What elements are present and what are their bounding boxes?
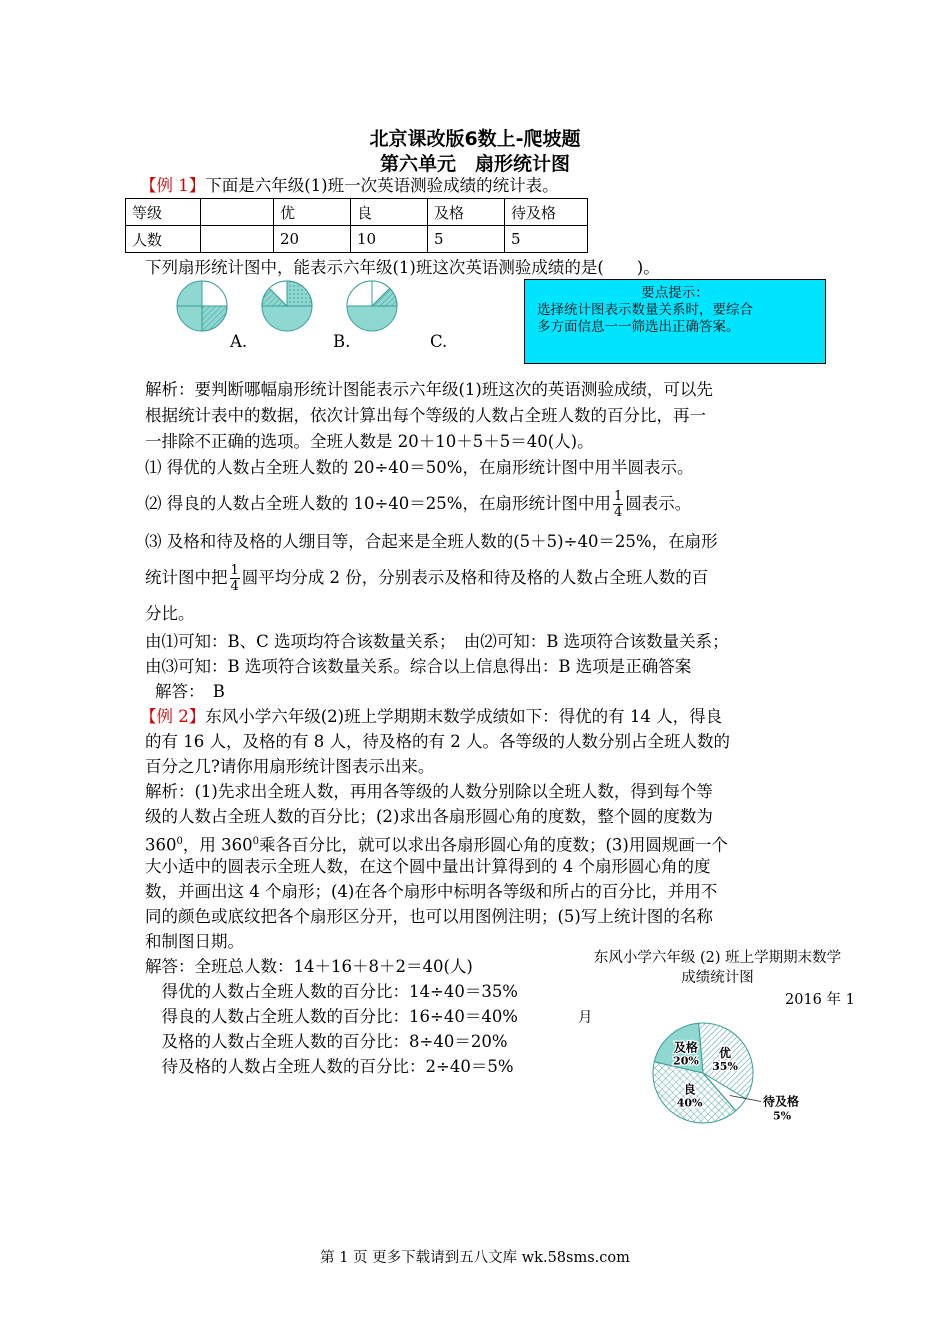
chart-subtitle: 成绩统计图 bbox=[681, 970, 754, 986]
step3-text: 统计图中把 bbox=[145, 568, 228, 587]
table-cell bbox=[201, 199, 274, 226]
hint-box bbox=[524, 279, 826, 364]
analysis-step3-line3: 分比。 bbox=[145, 604, 195, 623]
example1-question bbox=[140, 174, 559, 198]
option-label-b: B. bbox=[333, 332, 351, 351]
pie-label: 及格 bbox=[673, 1040, 698, 1055]
analysis-step3-line2 bbox=[145, 562, 708, 594]
example1-answer: 解答： B bbox=[155, 682, 225, 701]
page-subtitle: 第六单元 扇形统计图 bbox=[379, 153, 570, 175]
pie-option-a bbox=[177, 281, 227, 331]
example2-analysis-line: 级的人数占全班人数的百分比；(2)求出各扇形圆心角的度数，整个圆的度数为 bbox=[145, 807, 713, 826]
step2-text: ⑵ 得良的人数占全班人数的 10÷40＝25%，在扇形统计图中用 bbox=[145, 494, 611, 513]
pie-label: 良 bbox=[683, 1082, 696, 1097]
step3-text-end: 圆平均分成 2 份，分别表示及格和待及格的人数占全班人数的百 bbox=[241, 568, 709, 587]
example1-prompt: 下列扇形统计图中，能表示六年级(1)班这次英语测验成绩的是( )。 bbox=[145, 258, 660, 277]
example2-answer-line: 得良的人数占全班人数的百分比：16÷40＝40% bbox=[145, 1007, 518, 1026]
example2-answer-line: 得优的人数占全班人数的百分比：14÷40＝35% bbox=[145, 982, 518, 1001]
pie-value-label: 5% bbox=[773, 1109, 792, 1123]
fraction-quarter bbox=[613, 489, 623, 520]
fraction-denominator: 4 bbox=[613, 505, 623, 520]
example1-tag: 【例 1】 bbox=[140, 176, 206, 195]
example2-answer-line: 待及格的人数占全班人数的百分比：2÷40＝5% bbox=[145, 1057, 514, 1076]
analysis-text: ，用 360 bbox=[182, 835, 253, 855]
pie-options-image bbox=[172, 276, 412, 336]
example1-question-text: 下面是六年级(1)班一次英语测验成绩的统计表。 bbox=[205, 176, 559, 195]
degree-sup: 0 bbox=[252, 836, 259, 847]
table-cell: 及格 bbox=[428, 199, 505, 226]
score-table bbox=[125, 198, 588, 253]
hint-title: 要点提示： bbox=[641, 285, 709, 301]
conclusion-line: 由⑴可知：B、C 选项均符合该数量关系； 由⑵可知：B 选项符合该数量关系； bbox=[145, 632, 729, 651]
fraction-numerator: 1 bbox=[613, 489, 623, 504]
page-footer: 第 1 页 更多下载请到五八文库 wk.58sms.com bbox=[320, 1250, 630, 1266]
table-cell: 5 bbox=[428, 226, 505, 253]
table-cell: 等级 bbox=[126, 199, 201, 226]
hint-line: 多方面信息一一筛选出正确答案。 bbox=[537, 319, 740, 335]
pie-chart bbox=[648, 1018, 818, 1128]
conclusion-line: 由⑶可知：B 选项符合该数量关系。综合以上信息得出：B 选项是正确答案 bbox=[145, 657, 692, 676]
table-cell bbox=[201, 226, 274, 253]
analysis-line: 一排除不正确的选项。全班人数是 20＋10＋5＋5＝40(人)。 bbox=[145, 432, 594, 451]
example2-answer-line: 解答：全班总人数：14＋16＋8＋2＝40(人) bbox=[145, 957, 473, 976]
table-cell: 5 bbox=[505, 226, 588, 253]
table-row bbox=[126, 226, 588, 253]
page-title: 北京课改版6数上-爬坡题 bbox=[369, 128, 581, 150]
pie-value-label: 20% bbox=[673, 1054, 699, 1068]
pie-option-b bbox=[262, 281, 312, 331]
table-cell: 10 bbox=[351, 226, 428, 253]
fraction-numerator: 1 bbox=[230, 563, 239, 578]
option-label-a: A. bbox=[230, 332, 248, 351]
chart-date: 2016 年 1 bbox=[785, 992, 855, 1008]
fraction-denominator: 4 bbox=[230, 579, 239, 594]
table-row bbox=[126, 199, 588, 226]
example2-analysis-line: 解析：(1)先求出全班人数，再用各等级的人数分别除以全班人数，得到每个等 bbox=[145, 782, 713, 801]
analysis-step3-line1: ⑶ 及格和待及格的人绷目等，合起来是全班人数的(5＋5)÷40＝25%，在扇形 bbox=[145, 532, 718, 551]
table-cell: 优 bbox=[274, 199, 351, 226]
example2-question-line: 百分之几?请你用扇形统计图表示出来。 bbox=[145, 757, 435, 776]
example2-answer-line: 及格的人数占全班人数的百分比：8÷40＝20% bbox=[145, 1032, 508, 1051]
fraction-quarter bbox=[230, 563, 240, 594]
analysis-step2 bbox=[145, 488, 691, 520]
example2-question-line: 的有 16 人，及格的有 8 人，待及格的有 2 人。各等级的人数分别占全班人数的 bbox=[145, 732, 730, 751]
chart-date-end: 月 bbox=[578, 1010, 593, 1026]
pie-value-label: 40% bbox=[676, 1096, 703, 1110]
example2-question-text: 东风小学六年级(2)班上学期期末数学成绩如下：得优的有 14 人，得良 bbox=[205, 707, 723, 726]
analysis-text: 360 bbox=[145, 835, 177, 855]
example2-analysis-line: 和制图日期。 bbox=[145, 932, 244, 951]
table-cell: 良 bbox=[351, 199, 428, 226]
analysis-text: 乘各百分比，就可以求出各扇形圆心角的度数；(3)用圆规画一个 bbox=[259, 835, 728, 855]
example2-analysis-line bbox=[145, 830, 728, 858]
example2-analysis-line: 同的颜色或底纹把各个扇形区分开，也可以用图例注明；(5)写上统计图的名称 bbox=[145, 907, 713, 926]
pie-value-label: 35% bbox=[712, 1060, 738, 1074]
hint-line: 选择统计图表示数量关系时，要综合 bbox=[537, 302, 753, 318]
analysis-line: 解析：要判断哪幅扇形统计图能表示六年级(1)班这次的英语测验成绩，可以先 bbox=[145, 380, 713, 399]
table-cell: 人数 bbox=[126, 226, 201, 253]
table-cell: 待及格 bbox=[505, 199, 588, 226]
option-label-c: C. bbox=[430, 332, 448, 351]
analysis-step1: ⑴ 得优的人数占全班人数的 20÷40＝50%，在扇形统计图中用半圆表示。 bbox=[145, 458, 694, 477]
pie-option-c bbox=[347, 281, 397, 331]
table-cell: 20 bbox=[274, 226, 351, 253]
degree-sup: 0 bbox=[176, 836, 183, 847]
step2-text-end: 圆表示。 bbox=[625, 494, 692, 513]
example2-analysis-line: 大小适中的圆表示全班人数，在这个圆中量出计算得到的 4 个扇形圆心角的度 bbox=[145, 857, 711, 876]
pie-label: 待及格 bbox=[763, 1094, 800, 1109]
example2-analysis-line: 数，并画出这 4 个扇形；(4)在各个扇形中标明各等级和所占的百分比，并用不 bbox=[145, 882, 718, 901]
example2-tag: 【例 2】 bbox=[140, 707, 206, 726]
analysis-line: 根据统计表中的数据，依次计算出每个等级的人数占全班人数的百分比，再一 bbox=[145, 406, 706, 425]
pie-label: 优 bbox=[719, 1046, 732, 1061]
chart-title: 东风小学六年级 (2) 班上学期期末数学 bbox=[593, 950, 842, 966]
example2-question bbox=[140, 705, 722, 729]
